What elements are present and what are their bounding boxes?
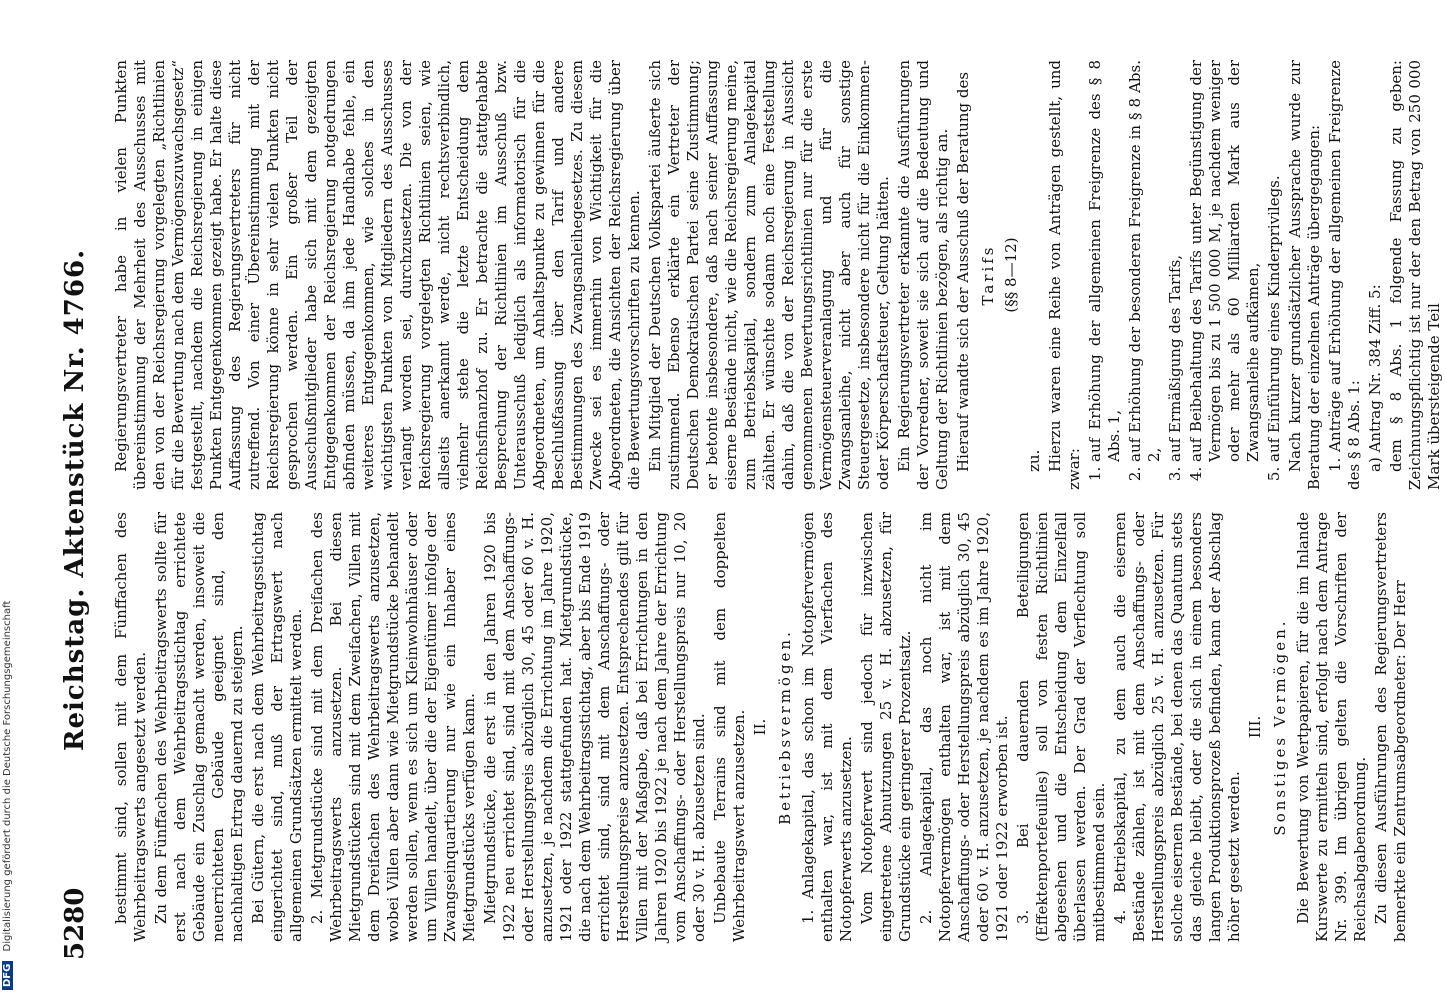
paragraph: Nach kurzer grundsätzlicher Aussprache wurde zur Beratung der einzelnen Anträge übergegangen: [1286, 60, 1323, 490]
paragraph: Zu dem Fünffachen des Wehrbeitragswerts sollte für erst nach dem Wehrbeitragsstichtag errichtete Gebäude ein Zuschlag gemacht werden, insoweit die neuerrichteten Gebäude geeignet sind, den nachhaltigen Ertrag dauernd zu steigern. [152, 512, 246, 942]
section-heading: Tarifs [979, 244, 997, 306]
credit-text: Digitalisierung gefördert durch die Deutsche Forschungsgemeinschaft [2, 600, 13, 952]
paragraph: 2. Mietgrundstücke sind mit dem Dreifachen des Wehrbeitragswerts anzusetzen. Bei diesen Mietgrundstücken sind mit dem Zweifachen, Villen mit dem Dreifachen des Wehrbeitragswerts anzusetzen, wobei Villen aber dann wie Mietgrundstücke behandelt werden sollen, wenn es sich um Kleinwohnhäuser oder um Villen handelt, über die der Eigentümer infolge der Zwangseinquartierung nur wie ein Inhaber eines Mietgrundstücks verfügen kann. [308, 512, 478, 942]
paragraph: Mietgrundstücke, die erst in den Jahren 1920 bis 1922 neu errichtet sind, sind mit dem Anschaffungs- oder Herstellungspreis abzüglich 30, 45 oder 60 v. H. anzusetzen, je nachdem die Errichtung im Jahre 1920, 1921 oder 1922 stattgefunden hat. Mietgrundstücke, die nach dem Wehrbeitragsstichtag, aber bis Ende 1919 errichtet sind, sind mit dem Anschaffungs- oder Herstellungspreise anzusetzen. Entsprechendes gilt für Villen mit der Maßgabe, daß bei Errichtungen in den Jahren 1920 bis 1922 je nach dem Jahre der Errichtung vom Anschaffungs- oder Herstellungspreis nur 10, 20 oder 30 v. H. abzusetzen sind. [481, 512, 708, 942]
paragraph: zu. [1025, 449, 1043, 472]
section-heading: Sonstiges Vermögen. [1271, 618, 1289, 836]
paragraph: 4. Betriebskapital, zu dem auch die eisernen Bestände zählen, ist mit dem Anschaffungs- oder Herstellungspreis abzüglich 25 v. H. anzusetzen. Für solche eisernen Bestände, bei denen das Quantum stets das gleiche bleibt, oder die sich in einem besonders langen Produktionsprozeß befinden, kann der Abschlag höher gesetzt werden. [1111, 512, 1243, 942]
paragraph: Ein Regierungsvertreter erkannte die Ausführungen der Vorredner, soweit sie sich auf die Bedeutung und Geltung der Richtlinien bezögen, als richtig an. [895, 60, 951, 490]
paragraph: Zu diesen Ausführungen des Regierungsvertreters bemerkte ein Zentrumsabgeordneter: Der Herr [1372, 512, 1409, 942]
paragraph: Ein Mitglied der Deutschen Volkspartei äußerte sich zustimmend. Ebenso erklärte ein Vertreter der Deutschen Demokratischen Partei seine Zustimmung; er betonte insbesondere, daß nach seiner Auffassung eiserne Bestände nicht, wie die Reichsregierung meine, zum Betriebskapital, sondern zum Anlagekapital zählten. Er wünschte sodann noch eine Feststellung dahin, daß die von der Reichsregierung in Aussicht genommenen Bewertungsrichtlinien nur für die erste Vermögensteuerveranlagung und für die Zwangsanleihe, nicht aber auch für sonstige Steuergesetze, insbesondere nicht für die Einkommen- oder Körperschaftsteuer, Geltung hätten. [646, 60, 892, 490]
section-number: II. [751, 718, 769, 736]
right-column [112, 60, 1446, 490]
left-column [112, 512, 1412, 942]
list-item: 5. auf Einführung eines Kinderprivilegs. [1265, 60, 1284, 462]
section-number: III. [1246, 715, 1264, 739]
paragraph: Unbebaute Terrains sind mit dem doppelten Wehrbeitragswert anzusetzen. [711, 512, 748, 942]
paragraph: Vom Notopferwert sind jedoch für inzwischen eingetretene Abnutzungen 25 v. H. abzusetzen, für Grundstücke ein geringerer Prozentsatz. [858, 512, 914, 942]
dfg-logo: DFG [2, 961, 13, 990]
page-number: 5280 [60, 887, 90, 960]
list-item: 4. auf Beibehaltung des Tarifs unter Begünstigung der Vermögen bis zu 1 500 000 M, je nachdem weniger oder mehr als 60 Milliarden Mark aus der Zwangsanleihe aufkämen, [1187, 60, 1263, 462]
paragraph: 1. Anlagekapital, das schon im Notopfervermögen enthalten war, ist mit dem Vierfachen des Notopferwerts anzusetzen. [799, 512, 855, 942]
section-heading: Betriebsvermögen. [776, 629, 794, 825]
list-item: 2. auf Erhöhung der besonderen Freigrenze in § 8 Abs. 2, [1126, 60, 1164, 462]
list-item: 1. auf Erhöhung der allgemeinen Freigrenze des § 8 Abs. 1, [1086, 60, 1124, 462]
antraege-list [1086, 60, 1284, 462]
paragraph: a) Antrag Nr. 384 Ziff. 5: [1366, 284, 1384, 472]
page-title: Reichstag. Aktenstück Nr. 4766. [60, 248, 90, 752]
paragraph: Hierauf wandte sich der Ausschuß der Beratung des [954, 71, 972, 472]
paragraph: Hierzu waren eine Reihe von Anträgen gestellt, und zwar: [1046, 60, 1083, 490]
paragraph: 3. Bei dauernden Beteiligungen (Effektenportefeuilles) soll von festen Richtlinien abgesehen und die Entscheidung dem Einzelfall überlassen werden. Der Grad der Verflechtung soll mitbestimmend sein. [1014, 512, 1108, 942]
paragraph: bestimmt sind, sollen mit dem Fünffachen des Wehrbeitragswerts angesetzt werden. [112, 512, 149, 942]
page-header [60, 40, 100, 960]
section-subheading: (§§ 8—12) [1002, 237, 1020, 313]
paragraph: Die Bewertung von Wertpapieren, für die im Inlande Kurswerte zu ermitteln sind, erfolgt nach dem Antrage Nr. 399. Im übrigen gelten die Vorschriften der Reichsabgabenordnung. [1294, 512, 1369, 942]
paragraph: dem § 8 Abs. 1 folgende Fassung zu geben: Zeichnungspflichtig ist nur der den Betrag von 250 000 Mark übersteigende Teil [1387, 60, 1443, 490]
list-item: 3. auf Ermäßigung des Tarifs, [1166, 60, 1185, 462]
paragraph: 2. Anlagekapital, das noch nicht im Notopfervermögen enthalten war, ist mit dem Anschaffungs- oder Herstellungspreis abzüglich 30, 45 oder 60 v. H. anzusetzen, je nachdem es im Jahre 1920, 1921 oder 1922 erworben ist. [917, 512, 1011, 942]
paragraph: 1. Anträge auf Erhöhung der allgemeinen Freigrenze des § 8 Abs. 1: [1326, 60, 1363, 490]
paragraph: Bei Gütern, die erst nach dem Wehrbeitragsstichtag eingerichtet sind, muß der Ertragswert nach allgemeinen Grundsätzen ermittelt werden. [249, 512, 305, 942]
paragraph: Regierungsvertreter habe in vielen Punkten übereinstimmung der Mehrheit des Ausschusses mit den von der Reichsregierung vorgelegten „Richtlinien für die Bewertung nach dem Vermögenszuwachsgesetz“ festgestellt, nachdem die Reichsregierung in einigen Punkten Entgegenkommen gezeigt habe. Er halte diese Auffassung des Regierungsvertreters für nicht zutreffend. Von einer Übereinstimmung mit der Reichsregierung könne in sehr vielen Punkten nicht gesprochen werden. Ein großer Teil der Ausschußmitglieder habe sich mit dem gezeigten Entgegenkommen der Reichsregierung notgedrungen abfinden müssen, da ihm jede Handhabe fehle, ein weiteres Entgegenkommen, wie solches in den wichtigsten Punkten von Mitgliedern des Ausschusses verlangt worden sei, durchzusetzen. Die von der Reichsregierung vorgelegten Richtlinien seien, wie allseits anerkannt werde, nicht rechtsverbindlich, vielmehr stehe die letzte Entscheidung dem Reichsfinanzhof zu. Er betrachte die stattgehabte Besprechung der Richtlinien im Ausschuß bzw. Unterausschuß lediglich als informatorisch für die Abgeordneten, um Anhaltspunkte zu gewinnen für die Beschlußfassung über den Tarif und andere Bestimmungen des Zwangsanleihegesetzes. Zu diesem Zwecke sei es immerhin von Wichtigkeit für die Abgeordneten, die Ansichten der Reichsregierung über die Bewertungsvorschriften zu kennen. [112, 60, 643, 490]
